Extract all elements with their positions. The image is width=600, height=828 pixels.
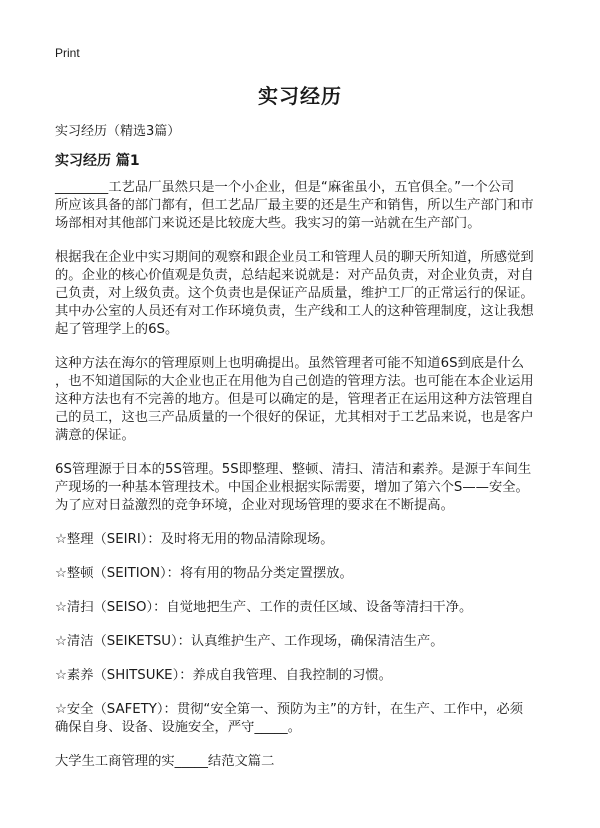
section-heading: 实习经历 篇1 bbox=[55, 153, 140, 169]
paragraph bbox=[55, 355, 555, 445]
text-line: 场部相对其他部门来说还是比较庞大些。我实习的第一站就在生产部门。 bbox=[55, 216, 481, 231]
text-line: 为了应对日益激烈的竞争环境，企业对现场管理的要求在不断提高。 bbox=[55, 498, 454, 513]
paragraph bbox=[55, 667, 555, 685]
text-line: 确保自身、设备、设施安全，严守_____。 bbox=[55, 720, 301, 735]
text-line: ________工艺品厂虽然只是一个小企业，但是“麻雀虽小，五官俱全。”一个公司 bbox=[55, 180, 515, 195]
paragraph bbox=[55, 531, 555, 549]
text-line: 其中办公室的人员还有对工作环境负责，生产线和工人的这种管理制度，这让我想 bbox=[55, 304, 534, 319]
text-line: 己的员工，这也三产品质量的一个很好的保证，尤其相对于工艺品来说，也是客户 bbox=[55, 410, 534, 425]
text-line: ，也不知道国际的大企业也正在用他为自己创造的管理方法。也可能在本企业运用 bbox=[55, 374, 534, 389]
text-line: 大学生工商管理的实_____结范文篇二 bbox=[55, 754, 275, 769]
text-line: ☆清洁（SEIKETSU）：认真维护生产、工作现场，确保清洁生产。 bbox=[55, 634, 444, 649]
paragraph bbox=[55, 701, 555, 737]
text-line: 起了管理学上的6S。 bbox=[55, 322, 179, 337]
text-line: 满意的保证。 bbox=[55, 428, 135, 443]
paragraph bbox=[55, 565, 555, 583]
paragraph bbox=[55, 179, 555, 233]
document-title: 实习经历 bbox=[258, 84, 342, 108]
text-line: 产现场的一种基本管理技术。中国企业根据实际需要，增加了第六个S——安全。 bbox=[55, 480, 529, 495]
text-line: ☆清扫（SEISO）：自觉地把生产、工作的责任区域、设备等清扫干净。 bbox=[55, 600, 473, 615]
paragraph bbox=[55, 753, 555, 771]
text-line: ☆素养（SHITSUKE）：养成自我管理、自我控制的习惯。 bbox=[55, 668, 392, 683]
text-line: 己负责，对上级负责。这个负责也是保证产品质量，维护工厂的正常运行的保证。 bbox=[55, 286, 534, 301]
text-line: 的。企业的核心价值观是负责，总结起来说就是：对产品负责，对企业负责，对自 bbox=[55, 268, 534, 283]
text-line: 所应该具备的部门都有，但工艺品厂最主要的还是生产和销售，所以生产部门和市 bbox=[55, 198, 534, 213]
text-line: ☆安全（SAFETY）：贯彻“安全第一、预防为主”的方针，在生产、工作中，必须 bbox=[55, 702, 524, 717]
paragraph bbox=[55, 461, 555, 515]
paragraph bbox=[55, 599, 555, 617]
text-line: ☆整顿（SEITION）：将有用的物品分类定置摆放。 bbox=[55, 566, 353, 581]
text-line: 这种方法也有不完善的地方。但是可以确定的是，管理者正在运用这种方法管理自 bbox=[55, 392, 534, 407]
text-line: 6S管理源于日本的5S管理。5S即整理、整顿、清扫、清洁和素养。是源于车间生 bbox=[55, 462, 532, 477]
print-link[interactable]: Print bbox=[55, 46, 80, 60]
text-line: ☆整理（SEIRI）：及时将无用的物品清除现场。 bbox=[55, 532, 334, 547]
text-line: 根据我在企业中实习期间的观察和跟企业员工和管理人员的聊天所知道，所感觉到 bbox=[55, 250, 534, 265]
document-body bbox=[55, 179, 555, 787]
document-subtitle: 实习经历（精选3篇） bbox=[55, 124, 181, 139]
paragraph bbox=[55, 633, 555, 651]
paragraph bbox=[55, 249, 555, 339]
text-line: 这种方法在海尔的管理原则上也明确提出。虽然管理者可能不知道6S到底是什么 bbox=[55, 356, 524, 371]
